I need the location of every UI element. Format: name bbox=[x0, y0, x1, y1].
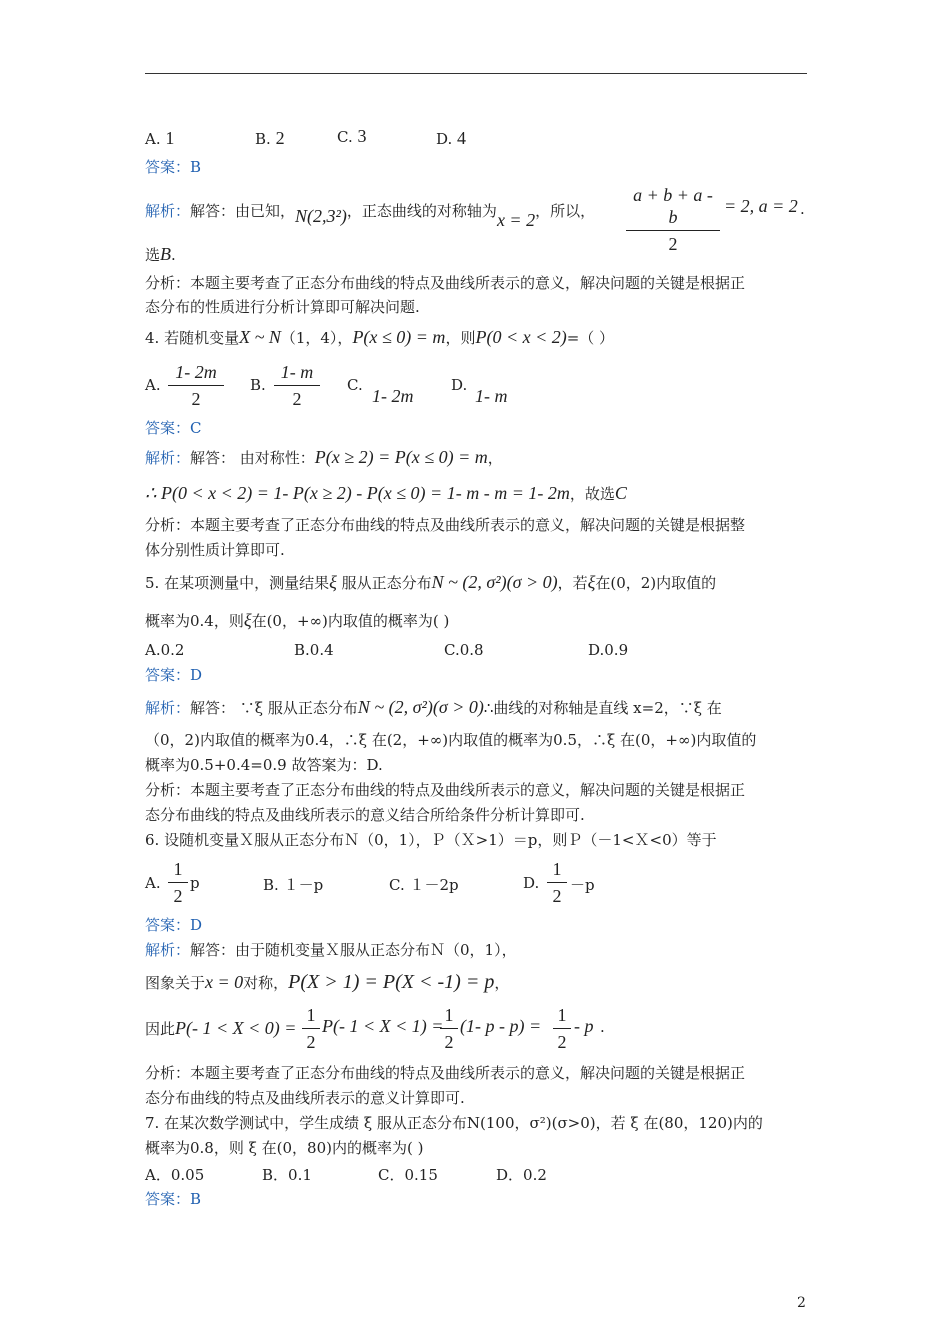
q4-stem: 4. 若随机变量X ~ N（1，4），P(x ≤ 0) = m，则P(0 < x < 2)=（ ） bbox=[145, 327, 615, 347]
q5-option-a: A.0.2 bbox=[145, 641, 185, 659]
q6-expr-b: P(- 1 < X < 1) = bbox=[322, 1016, 444, 1036]
q6-expr-d: - p bbox=[574, 1016, 594, 1036]
q3-option-c: C. 3 bbox=[337, 126, 367, 146]
q4-analysis-line-1: 解析：解答： 由对称性：P(x ≥ 2) = P(x ≤ 0) = m， bbox=[145, 447, 503, 467]
q6-option-c: C. １－2p bbox=[389, 876, 459, 894]
q5-analysis-line-3: 概率为0.5+0.4=0.9 故答案为：D. bbox=[145, 756, 383, 774]
q3-option-d: D. 4 bbox=[436, 128, 467, 148]
q6-answer: 答案：D bbox=[145, 916, 203, 934]
q5-option-d: D.0.9 bbox=[588, 641, 629, 659]
q4-option-c-label: C. bbox=[347, 376, 363, 394]
q4-option-d-value: 1- m bbox=[475, 386, 508, 406]
q7-option-d: D．0.2 bbox=[496, 1166, 547, 1184]
q4-fenxi-1: 分析：本题主要考查了正态分布曲线的特点及曲线所表示的意义，解决问题的关键是根据整 bbox=[145, 516, 746, 534]
q4-option-a-fraction: $\frac{1- 2m}{2}$ bbox=[168, 361, 224, 410]
q5-fenxi-2: 态分布曲线的特点及曲线所表示的意义结合所给条件分析计算即可. bbox=[145, 806, 585, 824]
q6-option-a-label: A. bbox=[145, 874, 161, 892]
q6-fraction-1: $\frac{1}{2}$ bbox=[302, 1004, 320, 1053]
q6-fenxi-1: 分析：本题主要考查了正态分布曲线的特点及曲线所表示的意义，解决问题的关键是根据正 bbox=[145, 1064, 746, 1082]
q6-analysis-line-1: 解析：解答：由于随机变量Ｘ服从正态分布Ｎ（0，1）， bbox=[145, 941, 517, 959]
q3-analysis-line-1: 解析：解答：由已知，N(2,3²)，正态曲线的对称轴为x = 2，所以， bbox=[145, 202, 596, 230]
q5-option-b: B.0.4 bbox=[294, 641, 334, 659]
q6-analysis-line-3: 因此P(- 1 < X < 0) = bbox=[145, 1018, 297, 1038]
q3-answer: 答案：B bbox=[145, 158, 202, 176]
q5-analysis-line-2: （0，2)内取值的概率为0.4，∴ξ 在(2，+∞)内取值的概率为0.5，∴ξ 在(0，+∞)内取值的 bbox=[145, 731, 757, 749]
q7-answer: 答案：B bbox=[145, 1190, 202, 1208]
q3-option-b: B. 2 bbox=[255, 128, 285, 148]
q3-select-line: 选B. bbox=[145, 244, 176, 264]
q3-fraction: $\frac{a + b + a - b}{2}$ bbox=[626, 184, 720, 255]
q7-option-c: C．0.15 bbox=[378, 1166, 438, 1184]
q7-stem-line-1: 7. 在某次数学测试中，学生成绩 ξ 服从正态分布N(100，σ²)(σ>0)，若 ξ 在(80，120)内的 bbox=[145, 1114, 763, 1132]
q4-analysis-line-2: ∴ P(0 < x < 2) = 1- P(x ≥ 2) - P(x ≤ 0) = 1- m - m = 1- 2m，故选C bbox=[145, 483, 627, 503]
q6-option-d-label: D. bbox=[523, 874, 540, 892]
q3-expr-3: = 2, a = 2 bbox=[724, 196, 798, 216]
q4-option-a-label: A. bbox=[145, 376, 161, 394]
q3-fenxi-2: 态分布的性质进行分析计算即可解决问题. bbox=[145, 298, 420, 316]
q4-answer: 答案：C bbox=[145, 419, 202, 437]
q3-analysis-end: . bbox=[800, 200, 805, 218]
q6-line3-end: . bbox=[600, 1018, 605, 1036]
q6-option-b: B. １－p bbox=[263, 876, 324, 894]
q7-stem-line-2: 概率为0.8，则 ξ 在(0，80)内的概率为( ) bbox=[145, 1139, 424, 1157]
q5-stem-line-2: 概率为0.4，则ξ在(0，+∞)内取值的概率为( ) bbox=[145, 610, 450, 630]
q6-option-a-fraction: $\frac{1}{2}$ bbox=[168, 858, 188, 907]
q5-analysis-line-1: 解析：解答： ∵ξ 服从正态分布N ~ (2, σ²)(σ > 0)∴曲线的对称轴是直线 x=2，∵ξ 在 bbox=[145, 697, 722, 717]
q4-fenxi-2: 体分别性质计算即可. bbox=[145, 541, 285, 559]
q3-option-a: A. 1 bbox=[145, 128, 175, 148]
q6-fraction-2: $\frac{1}{2}$ bbox=[440, 1004, 458, 1053]
q4-option-c-value: 1- 2m bbox=[372, 386, 414, 406]
q7-option-b: B．0.1 bbox=[262, 1166, 312, 1184]
q6-expr-c: (1- p - p) = bbox=[460, 1016, 542, 1036]
q6-stem: 6. 设随机变量Ｘ服从正态分布Ｎ（0，1），Ｐ（Ｘ>1）＝p，则Ｐ（－1<Ｘ<0）等于 bbox=[145, 831, 717, 849]
q6-fraction-3: $\frac{1}{2}$ bbox=[553, 1004, 571, 1053]
q6-option-d-tail: －p bbox=[570, 876, 595, 894]
q5-option-c: C.0.8 bbox=[444, 641, 484, 659]
q6-fenxi-2: 态分布曲线的特点及曲线所表示的意义计算即可. bbox=[145, 1089, 465, 1107]
q4-option-b-fraction: $\frac{1- m}{2}$ bbox=[274, 361, 320, 410]
q3-fenxi-1: 分析：本题主要考查了正态分布曲线的特点及曲线所表示的意义，解决问题的关键是根据正 bbox=[145, 274, 746, 292]
q6-analysis-line-2: 图象关于x = 0对称，P(X > 1) = P(X < -1) = p， bbox=[145, 971, 510, 993]
q5-stem-line-1: 5. 在某项测量中，测量结果ξ 服从正态分布N ~ (2, σ²)(σ > 0)，若ξ在(0，2)内取值的 bbox=[145, 572, 717, 592]
q4-option-b-label: B. bbox=[250, 376, 266, 394]
page-number: 2 bbox=[797, 1295, 806, 1311]
header-rule bbox=[145, 73, 807, 74]
q6-option-a-tail: p bbox=[190, 874, 200, 892]
q4-option-d-label: D. bbox=[451, 376, 468, 394]
q6-option-d-fraction: $\frac{1}{2}$ bbox=[547, 858, 567, 907]
q5-fenxi-1: 分析：本题主要考查了正态分布曲线的特点及曲线所表示的意义，解决问题的关键是根据正 bbox=[145, 781, 746, 799]
q7-option-a: A．0.05 bbox=[145, 1166, 205, 1184]
q5-answer: 答案：D bbox=[145, 666, 203, 684]
